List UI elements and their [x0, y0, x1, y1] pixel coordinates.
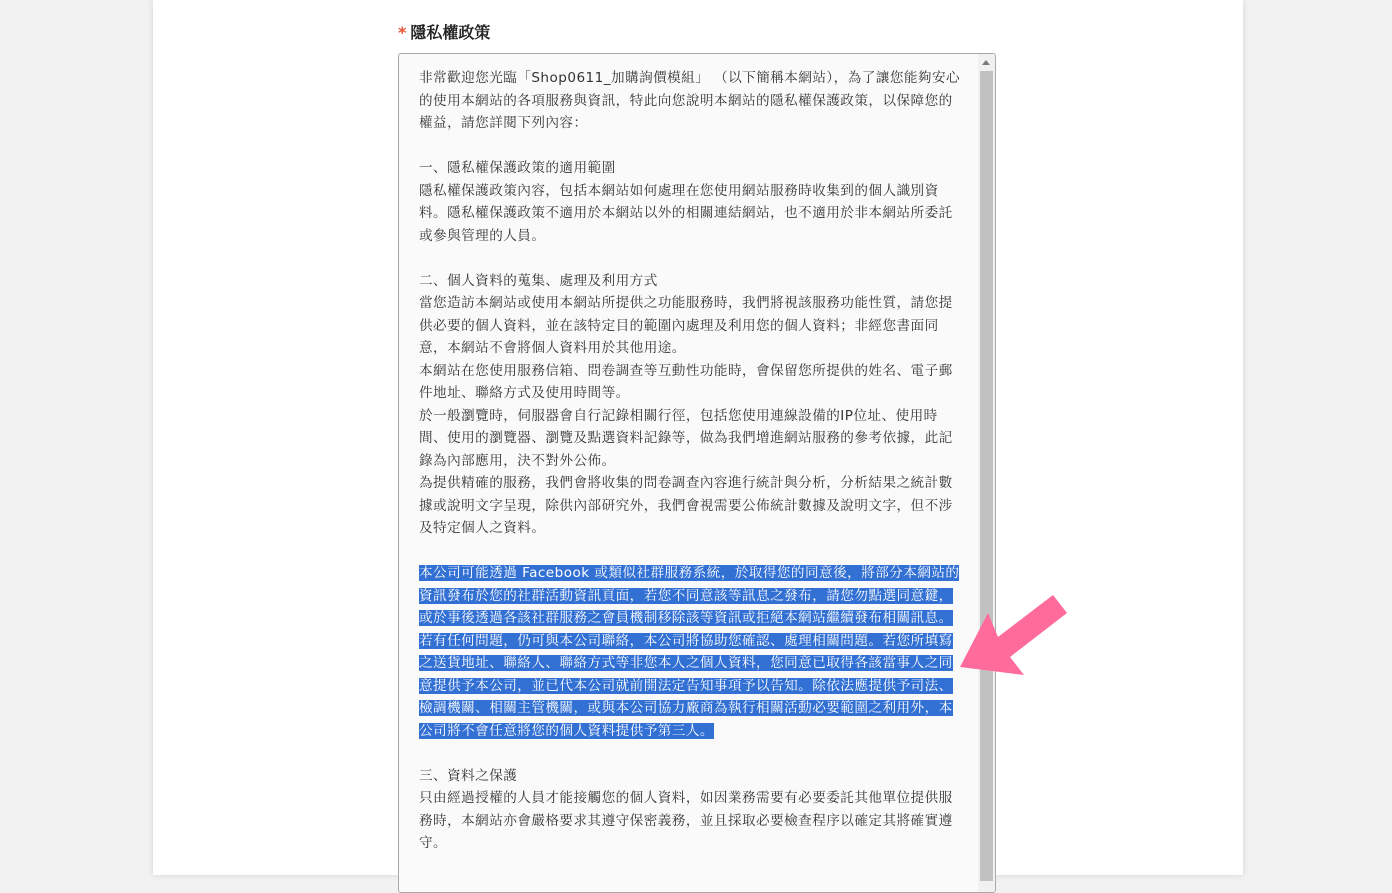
section-1-title: 一、隱私權保護政策的適用範圍	[419, 160, 616, 176]
section-1-body: 隱私權保護政策內容，包括本網站如何處理在您使用網站服務時收集到的個人識別資料。隱私權保護政策不適用於本網站以外的相關連結網站，也不適用於非本網站所委託或參與管理的人員。	[419, 182, 953, 244]
section-2-title: 二、個人資料的蒐集、處理及利用方式	[419, 272, 658, 289]
blank-line	[419, 247, 961, 270]
section-2-body-1: 當您造訪本網站或使用本網站所提供之功能服務時，我們將視該服務功能性質，請您提供必要的個人資料，並在該特定目的範圍內處理及利用您的個人資料；非經您書面同意，本網站不會將個人資料用於其他用途。	[419, 295, 953, 356]
section-3-body: 只由經過授權的人員才能接觸您的個人資料，如因業務需要有必要委託其他單位提供服務時，本網站亦會嚴格要求其遵守保密義務，並且採取必要檢查程序以確定其將確實遵守。	[419, 790, 953, 851]
scroll-thumb[interactable]	[980, 71, 993, 881]
blank-line	[419, 742, 961, 765]
section-2-body-3: 於一般瀏覽時，伺服器會自行記錄相關行徑，包括您使用連線設備的IP位址、使用時間、使用的瀏覽器、瀏覽及點選資料記錄等，做為我們增進網站服務的參考依據，此記錄為內部應用，決不對外公佈。	[419, 407, 953, 469]
chevron-up-icon[interactable]	[982, 60, 990, 65]
privacy-policy-title: 隱私權政策	[410, 23, 491, 42]
blank-line	[419, 135, 961, 158]
arrow-shape	[960, 595, 1067, 675]
scrollbar[interactable]	[978, 54, 995, 892]
policy-intro: 非常歡迎您光臨「Shop0611_加購詢價模組」 （以下簡稱本網站），為了讓您能夠安心的使用本網站的各項服務與資訊，特此向您說明本網站的隱私權保護政策，以保障您的權益，請您詳閱下列內容：	[419, 70, 961, 131]
privacy-policy-label	[398, 20, 490, 43]
section-3-title: 三、資料之保護	[419, 767, 518, 784]
section-2-body-4: 為提供精確的服務，我們會將收集的問卷調查內容進行統計與分析，分析結果之統計數據或說明文字呈現，除供內部研究外，我們會視需要公佈統計數據及說明文字，但不涉及特定個人之資料。	[419, 475, 953, 536]
privacy-policy-textarea[interactable]	[398, 53, 996, 893]
policy-text	[419, 67, 961, 855]
blank-line	[419, 540, 961, 563]
pink-arrow-icon	[940, 585, 1080, 685]
highlighted-paragraph	[419, 562, 961, 742]
required-mark: *	[398, 23, 407, 42]
selected-text: 本公司可能透過 Facebook 或類似社群服務系統，於取得您的同意後，將部分本網站的資訊發布於您的社群活動資訊頁面，若您不同意該等訊息之發布，請您勿點選同意鍵，或於事後透過各該社群服務之會員機制移除該等資訊或拒絕本網站繼續發布相關訊息。若有任何問題，仍可與本公司聯絡，本公司將協助您確認、處理相關問題。若您所填寫之送貨地址、聯絡人、聯絡方式等非您本人之個人資料，您同意已取得各該當事人之同意提供予本公司，並已代本公司就前開法定告知事項予以告知。除依法應提供予司法、檢調機關、相關主管機關，或與本公司協力廠商為執行相關活動必要範圍之利用外，本公司將不會任意將您的個人資料提供予第三人。	[419, 565, 960, 739]
section-2-body-2: 本網站在您使用服務信箱、問卷調查等互動性功能時，會保留您所提供的姓名、電子郵件地址、聯絡方式及使用時間等。	[419, 362, 953, 401]
